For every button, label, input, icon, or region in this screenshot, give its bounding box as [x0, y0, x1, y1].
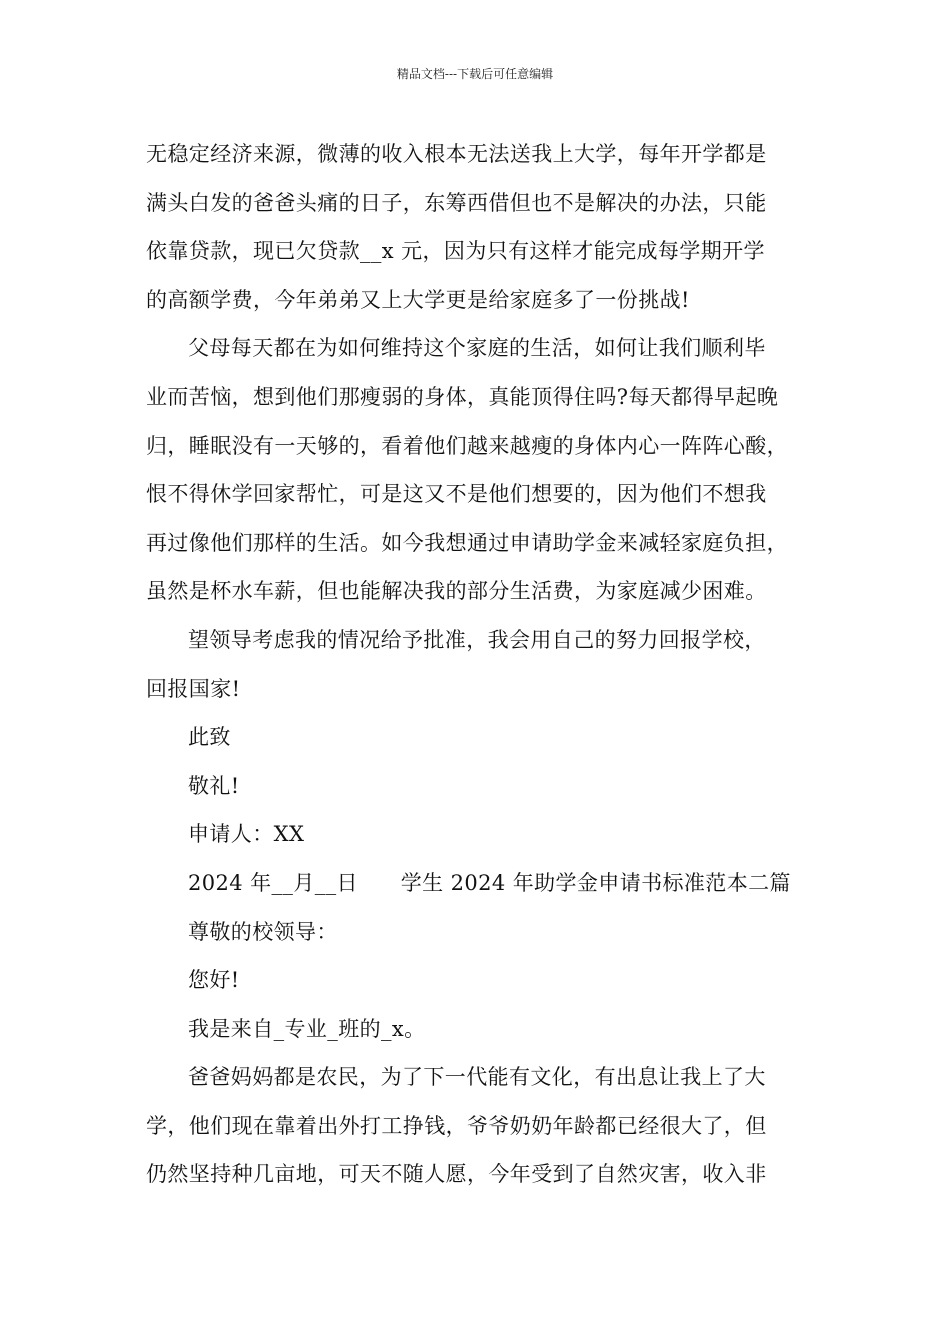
text-line: 的高额学费，今年弟弟又上大学更是给家庭多了一份挑战! — [146, 287, 690, 312]
date-and-section-title: 2024 年__月__日 学生 2024 年助学金申请书标准范本二篇 — [188, 870, 791, 895]
document-body — [146, 130, 826, 1199]
text-line: 恨不得休学回家帮忙，可是这又不是他们想要的，因为他们不想我 — [146, 482, 767, 507]
text-line: 满头白发的爸爸头痛的日子，东筹西借但也不是解决的办法，只能 — [146, 190, 767, 215]
letter-hello: 您好! — [188, 968, 240, 993]
text-line: 业而苦恼，想到他们那瘦弱的身体，真能顶得住吗?每天都得早起晚 — [146, 384, 779, 409]
text-line: 仍然坚持种几亩地，可天不随人愿，今年受到了自然灾害，收入非 — [146, 1162, 767, 1187]
text-line: 依靠贷款，现已欠贷款__x 元，因为只有这样才能完成每学期开学 — [146, 239, 765, 264]
paragraph-first-line: 望领导考虑我的情况给予批准，我会用自己的努力回报学校， — [188, 627, 766, 652]
text-line: 再过像他们那样的生活。如今我想通过申请助学金来减轻家庭负担， — [146, 530, 788, 555]
text-line: 学，他们现在靠着出外打工挣钱，爷爷奶奶年龄都已经很大了，但 — [146, 1113, 767, 1138]
self-introduction: 我是来自_专业_班的_x。 — [188, 1016, 426, 1041]
paragraph-first-line: 父母每天都在为如何维持这个家庭的生活，如何让我们顺利毕 — [188, 336, 766, 361]
text-line: 归，睡眠没有一天够的，看着他们越来越瘦的身体内心一阵阵心酸， — [146, 433, 788, 458]
text-line: 无稳定经济来源，微薄的收入根本无法送我上大学，每年开学都是 — [146, 142, 767, 166]
paragraph-first-line: 爸爸妈妈都是农民，为了下一代能有文化，有出息让我上了大 — [188, 1065, 766, 1090]
text-line: 虽然是杯水车薪，但也能解决我的部分生活费，为家庭减少困难。 — [146, 579, 767, 604]
text-line: 回报国家! — [146, 676, 241, 701]
closing-respect: 敬礼! — [188, 773, 240, 798]
letter-greeting: 尊敬的校领导： — [188, 919, 338, 944]
applicant-signature: 申请人：XX — [188, 822, 305, 847]
page-header: 精品文档---下载后可任意编辑 — [396, 67, 554, 81]
closing-salutation: 此致 — [188, 725, 231, 750]
